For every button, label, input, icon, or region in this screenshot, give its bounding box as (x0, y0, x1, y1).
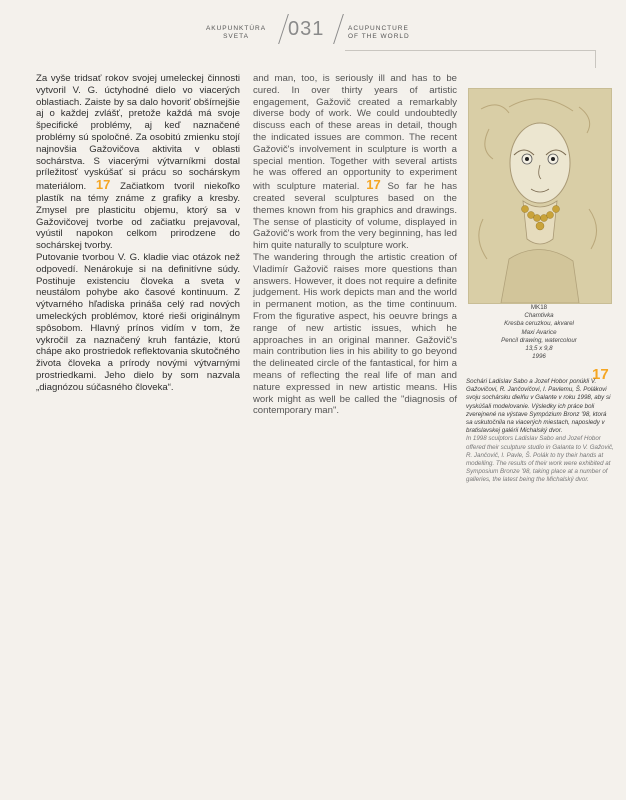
paragraph-en-1-text-a: and man, too, is seriously ill and has to be cured. In over thirty years of artistic engagement, Gažovič created a remarkably diverse body of work. We could undoubtedly discuss each of these areas in detail, though the indicated issues are common. The recent Gažovič's involvement in sculpture is worth a special mention. Together with several artists he was offered an opportunity to experiment with sculpture material. (253, 73, 457, 193)
artwork-title-en: Maxi Avarice (521, 328, 557, 336)
section-title-sk-line1: AKUPUNKTÚRA (205, 25, 267, 32)
page-number: 031 (288, 18, 325, 40)
artwork-year: 1996 (532, 353, 546, 361)
artwork-code: MK18 (530, 304, 548, 311)
footnote-number: 17 (592, 366, 609, 383)
paragraph-en-2: The wandering through the artistic creation of Vladimír Gažovič raises more questions than answers. However, it does not require a definite judgement. His work depicts man and the world in permanent motion, as the time continuum. From the figurative aspect, his oeuvre brings a range of new artistic issues, which he approaches in an original manner. Gažovič's main contribution lies in his ability to go beyond the delineated circle of the fantastical, for him a means of reflecting the real life of man and nature expressed in new artistic means. His work might as well be called the "diagnosis of contemporary man". (253, 251, 457, 417)
artwork-image (468, 88, 612, 304)
artwork-medium-sk: Kresba ceruzkou, akvarel (504, 320, 574, 328)
artwork-dimensions: 13,5 x 9,8 (525, 345, 553, 353)
artwork-caption (468, 304, 610, 361)
section-title-en-line1: ACUPUNCTURE (348, 25, 409, 32)
footnote-ref-17[interactable]: 17 (95, 177, 111, 193)
header-divider-right (333, 14, 344, 44)
paragraph-en-1 (253, 73, 457, 252)
section-title-en (348, 25, 410, 41)
artwork-illustration (469, 89, 611, 303)
paragraph-en-1-text-b: So far he has created several sculptures based on the themes known from his graphics and drawings. The sense of plasticity of volume, displayed in Gažovič's work from the very beginning, has led him quite naturally to sculpture work. (253, 181, 457, 252)
artwork-title-sk: Chamtivka (524, 312, 554, 320)
section-title-en-line2: OF THE WORLD (348, 33, 410, 40)
body-column-en (253, 73, 457, 417)
footnote-text-sk: Sochári Ladislav Sabo a Jozef Hobor ponúkli V. Gažovičovi, R. Jančovičovi, I. Pavlemu, Š. Polákovi svoju sochársku dielňu v Galante v roku 1998, aby si vyskúšali modelovanie. Výsledky ich práce boli zverejnené na výstave Sympózium Bronz '98, ktorá sa uskutočnila na viacerých miestach, naposledy v bratislavskej galérii Michalský dvor. (466, 378, 611, 435)
header-rule (345, 50, 595, 51)
paragraph-sk-2: Putovanie tvorbou V. G. kladie viac otázok než odpovedí. Nenárokuje si na definitívne súdy. Postihuje existenciu človeka a sveta v neustálom pohybe ako časové kontinuum. Z výtvarného hľadiska prináša celý rad nových umeleckých problémov, ktoré rieši originálnym spôsobom. Hlavný prínos vidím v tom, že vykročil za naznačený kruh fantázie, ktorú chápe ako prostriedok reflektovania skutočného života človeka a prírody novými výtvarnými prostriedkami. Jeho dielo by som nazvala „diagnózou súčasného človeka“. (36, 251, 240, 393)
artwork-medium-en: Pencil drawing, watercolour (501, 336, 577, 344)
paragraph-sk-1 (36, 73, 240, 252)
footnote (466, 378, 614, 485)
header-rule-tick (595, 50, 596, 68)
paragraph-sk-1-text-a: Za vyše tridsať rokov svojej umeleckej činnosti vytvoril V. G. úctyhodné dielo vo viacerých oblastiach. Zaiste by sa dalo hovoriť obšírnejšie aj o každej zvlášť, pretože každá má svoje špecifické problémy, aj keď naznačené problémy sú spoločné. Za osobitú zmienku stojí najnovšia Gažovičova aktivita v oblasti sochárstva. S viacerými výtvarníkmi dostal príležitosť vyskúšať si prácu so sochárskym materiálom. (36, 73, 240, 193)
paragraph-sk-1-text-b: Začiatkom tvoril niekoľko plastík na témy známe z grafiky a kresby. Zmysel pre plasticitu objemu, ktorý sa v Gažovičovej tvorbe od začiatku prejavoval, vyústil napokon celkom prirodzene do sochárskej tvorby. (36, 181, 241, 252)
footnote-ref-17-en[interactable]: 17 (366, 177, 381, 193)
body-column-sk (36, 73, 240, 394)
footnote-text-en: In 1998 sculptors Ladislav Sabo and Jozef Hobor offered their sculpture studio in Galanta to V. Gažovič, R. Jančovič, I. Pavle, Š. Polák to try their hands at modelling. The results of their work were exhibited at Symposium Bronze '98, taking place at a number of galleries, the latest being the Michalský dvor. (466, 435, 614, 484)
section-title-sk (192, 25, 280, 41)
section-title-sk-line2: SVETA (223, 33, 249, 40)
